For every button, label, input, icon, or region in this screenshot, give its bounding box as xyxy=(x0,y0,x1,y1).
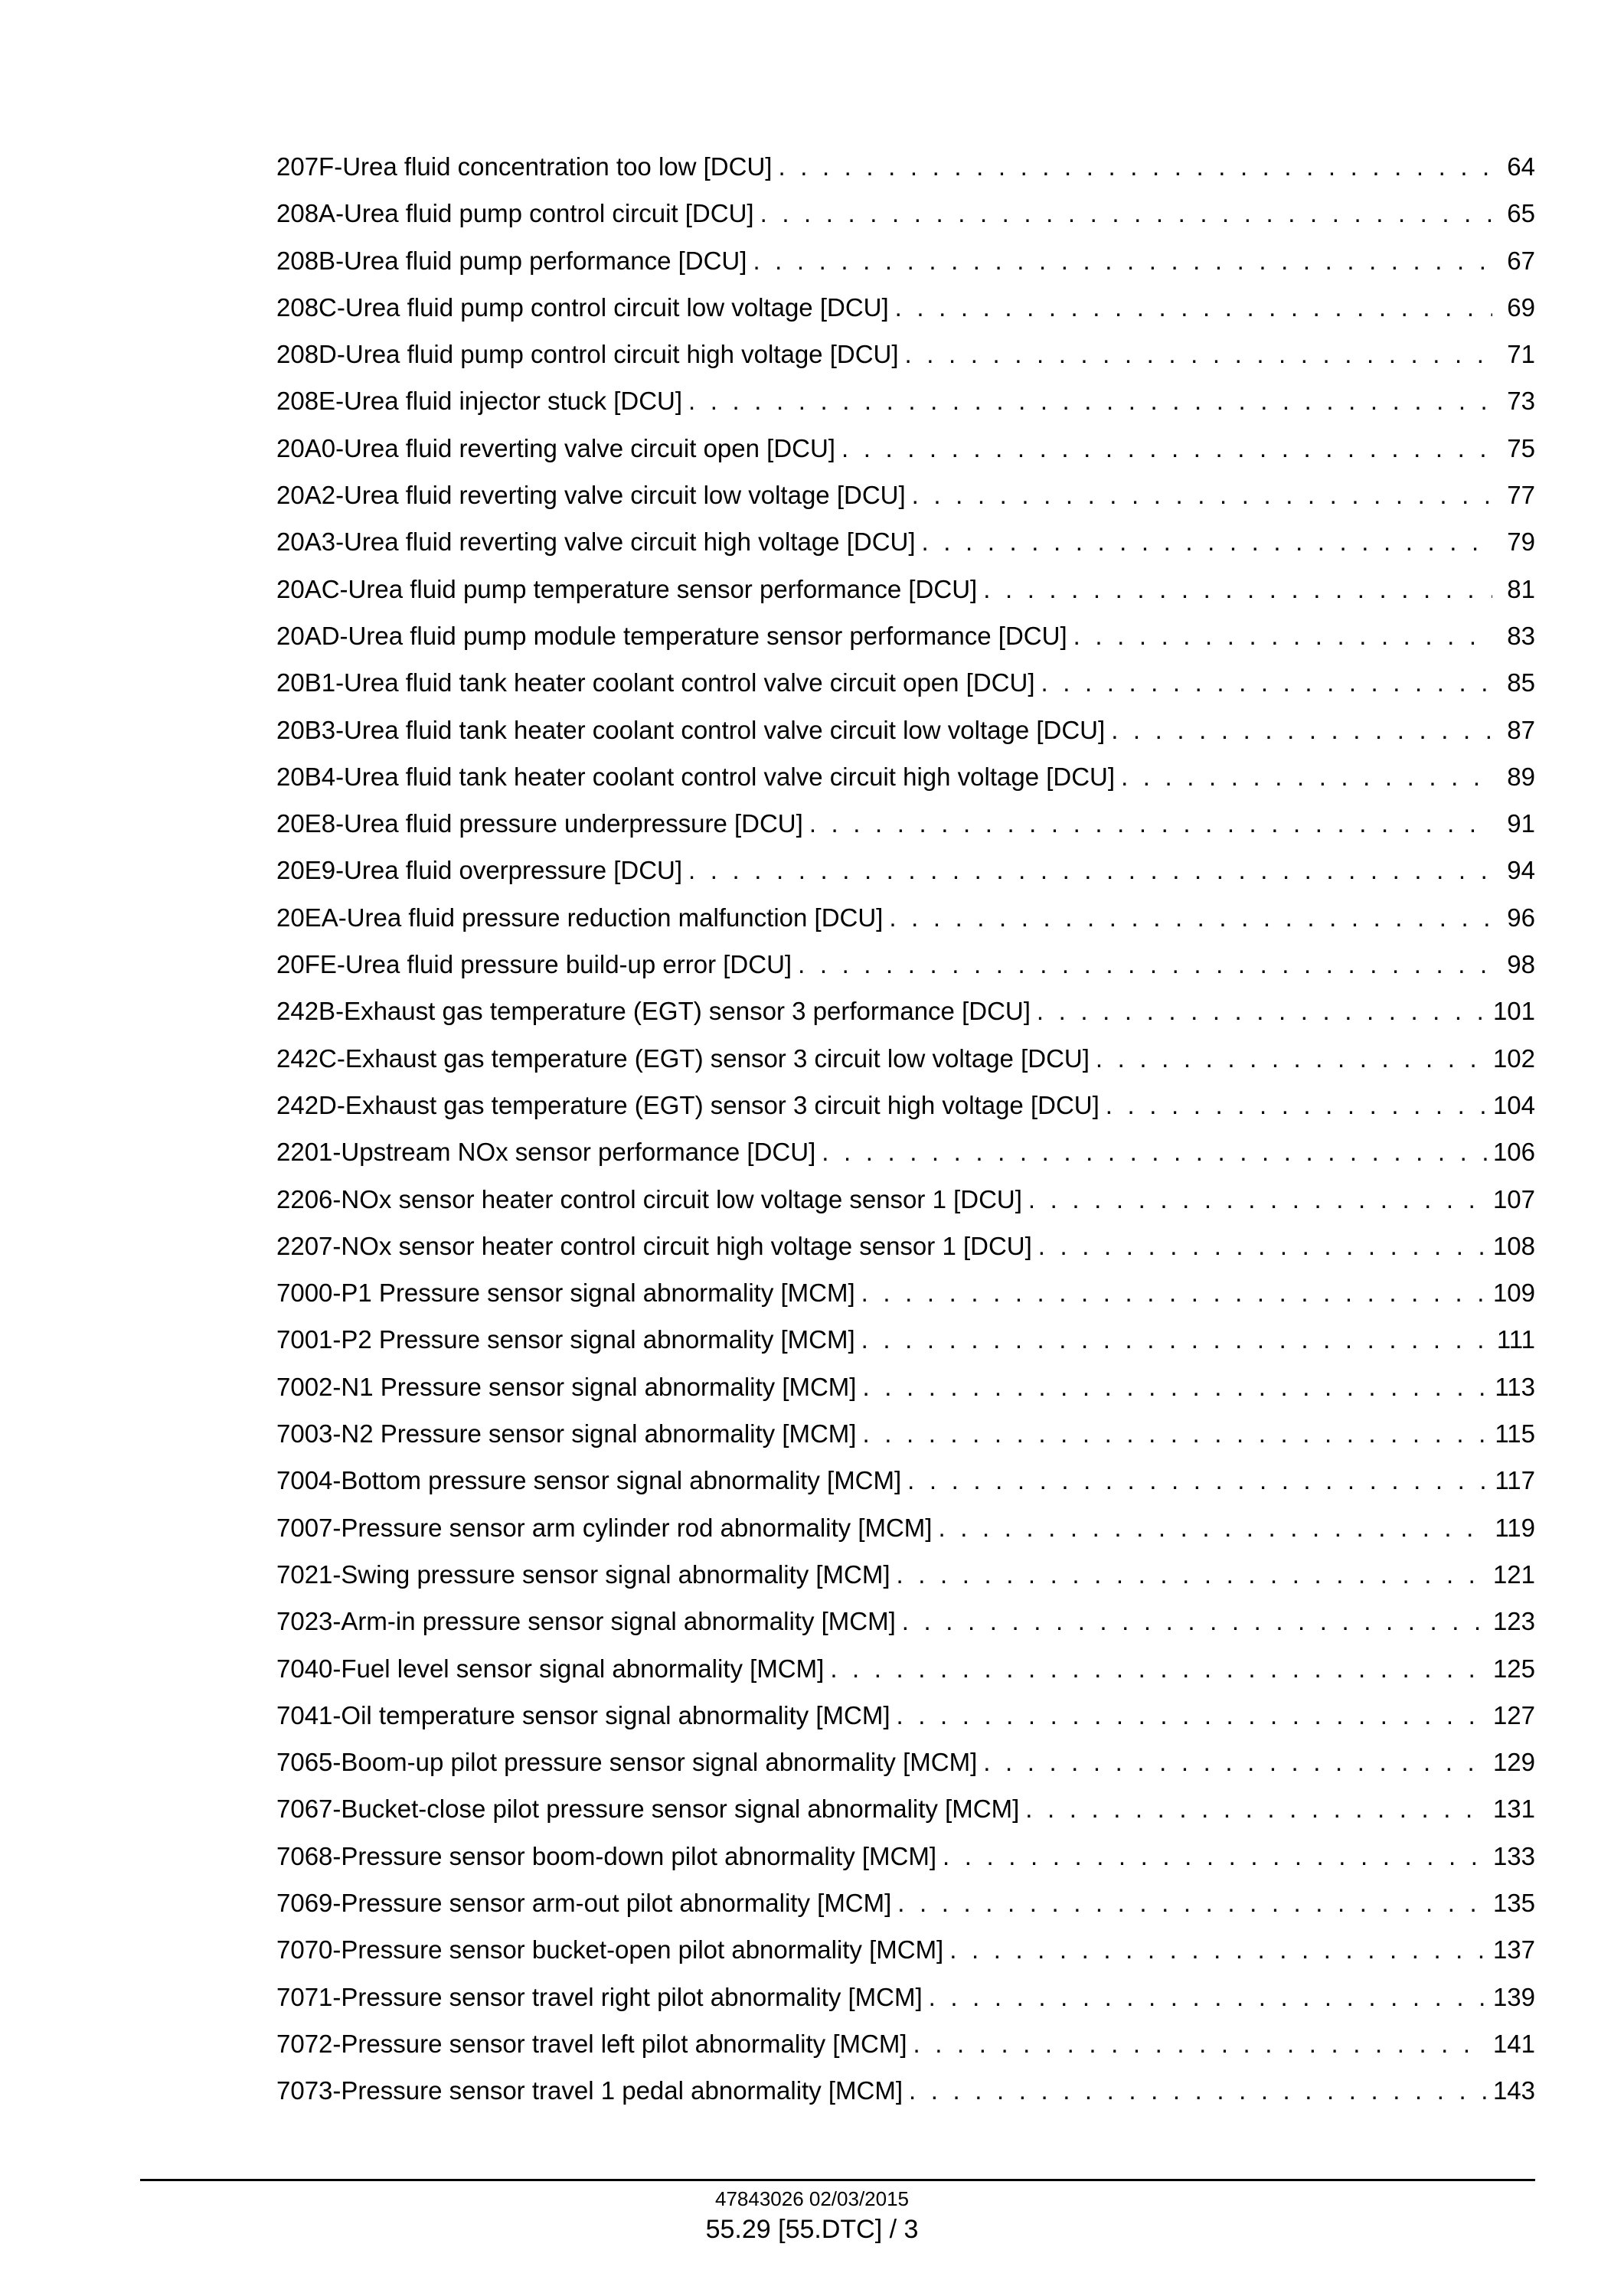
toc-entry[interactable] xyxy=(276,901,1535,948)
dot-leader xyxy=(983,573,1492,606)
dot-leader xyxy=(907,1464,1488,1497)
toc-entry-title: 20EA-Urea fluid pressure reduction malfunction [DCU] xyxy=(276,903,884,932)
toc-entry-page-number: 108 xyxy=(1492,1231,1535,1260)
toc-entry-title: 207F-Urea fluid concentration too low [DCU] xyxy=(276,152,773,181)
dot-leader xyxy=(809,807,1492,841)
dot-leader xyxy=(1025,1792,1487,1826)
dot-leader xyxy=(1096,1042,1487,1076)
toc-entry-page-number: 141 xyxy=(1492,2029,1535,2058)
dot-leader xyxy=(938,1511,1488,1545)
dot-leader xyxy=(949,1933,1487,1967)
toc-entry-page-number: 125 xyxy=(1492,1654,1535,1683)
toc-entry[interactable] xyxy=(276,1042,1535,1089)
toc-entry-title: 7040-Fuel level sensor signal abnormality [MCM] xyxy=(276,1654,825,1683)
toc-entry-page-number: 91 xyxy=(1507,809,1535,838)
toc-entry-page-number: 121 xyxy=(1492,1560,1535,1589)
toc-entry[interactable] xyxy=(276,1886,1535,1933)
toc-entry[interactable] xyxy=(276,1089,1535,1135)
toc-entry-title: 7041-Oil temperature sensor signal abnormality [MCM] xyxy=(276,1700,890,1729)
toc-entry-title: 7001-P2 Pressure sensor signal abnormality [MCM] xyxy=(276,1325,855,1354)
toc-entry-page-number: 64 xyxy=(1507,152,1535,181)
dot-leader xyxy=(909,2074,1487,2108)
toc-entry-page-number: 79 xyxy=(1507,527,1535,557)
toc-entry[interactable] xyxy=(276,244,1535,291)
dot-leader xyxy=(1111,714,1492,747)
dot-leader xyxy=(688,854,1492,887)
toc-entry-title: 20AD-Urea fluid pump module temperature sensor performance [DCU] xyxy=(276,621,1067,650)
toc-entry[interactable] xyxy=(276,432,1535,478)
footer-document-id: 47843026 02/03/2015 xyxy=(714,2187,910,2210)
toc-entry-page-number: 69 xyxy=(1507,292,1535,322)
toc-entry-page-number: 107 xyxy=(1492,1184,1535,1213)
dot-leader xyxy=(1038,1230,1487,1263)
toc-entry-title: 7007-Pressure sensor arm cylinder rod abnormality [MCM] xyxy=(276,1513,933,1542)
dot-leader xyxy=(897,1558,1487,1592)
toc-entry-page-number: 119 xyxy=(1495,1513,1535,1542)
dot-leader xyxy=(1037,994,1487,1028)
toc-entry[interactable] xyxy=(276,525,1535,572)
toc-entry[interactable] xyxy=(276,760,1535,807)
toc-entry-title: 7065-Boom-up pilot pressure sensor signal abnormality [MCM] xyxy=(276,1748,978,1777)
toc-entry-title: 7069-Pressure sensor arm-out pilot abnormality [MCM] xyxy=(276,1888,892,1917)
toc-entry[interactable] xyxy=(276,384,1535,431)
toc-entry-title: 7067-Bucket-close pilot pressure sensor signal abnormality [MCM] xyxy=(276,1795,1020,1824)
toc-entry[interactable] xyxy=(276,1370,1535,1417)
toc-entry-page-number: 117 xyxy=(1495,1466,1535,1495)
footer-divider xyxy=(140,2179,1535,2181)
toc-entry-page-number: 73 xyxy=(1507,387,1535,416)
toc-entry[interactable] xyxy=(276,854,1535,900)
toc-entry[interactable] xyxy=(276,338,1535,384)
toc-entry[interactable] xyxy=(276,1981,1535,2027)
toc-entry-title: 7070-Pressure sensor bucket-open pilot abnormality [MCM] xyxy=(276,1935,944,1965)
dot-leader xyxy=(943,1840,1487,1873)
dot-leader xyxy=(1028,1183,1487,1217)
toc-entry-title: 7071-Pressure sensor travel right pilot abnormality [MCM] xyxy=(276,1982,923,2011)
toc-entry-title: 208C-Urea fluid pump control circuit low voltage [DCU] xyxy=(276,292,889,322)
dot-leader xyxy=(905,338,1492,371)
toc-entry-page-number: 87 xyxy=(1507,715,1535,744)
toc-entry-title: 242C-Exhaust gas temperature (EGT) sensor 3 circuit low voltage [DCU] xyxy=(276,1043,1090,1073)
toc-entry[interactable] xyxy=(276,1323,1535,1370)
toc-entry-title: 20FE-Urea fluid pressure build-up error [DCU] xyxy=(276,950,792,979)
toc-entry-page-number: 75 xyxy=(1507,433,1535,462)
toc-entry-page-number: 129 xyxy=(1492,1748,1535,1777)
toc-entry-title: 7000-P1 Pressure sensor signal abnormality [MCM] xyxy=(276,1279,855,1308)
toc-entry-title: 20B3-Urea fluid tank heater coolant control valve circuit low voltage [DCU] xyxy=(276,715,1106,744)
toc-entry-title: 208B-Urea fluid pump performance [DCU] xyxy=(276,246,747,275)
dot-leader xyxy=(841,432,1492,465)
toc-entry-title: 20B4-Urea fluid tank heater coolant control valve circuit high voltage [DCU] xyxy=(276,762,1116,791)
toc-entry-page-number: 143 xyxy=(1492,2076,1535,2105)
toc-entry-page-number: 101 xyxy=(1492,997,1535,1026)
dot-leader xyxy=(688,384,1492,418)
toc-entry[interactable] xyxy=(276,666,1535,713)
toc-entry-title: 2206-NOx sensor heater control circuit low voltage sensor 1 [DCU] xyxy=(276,1184,1022,1213)
dot-leader xyxy=(830,1652,1487,1686)
toc-entry-page-number: 71 xyxy=(1507,340,1535,369)
toc-entry-title: 7021-Swing pressure sensor signal abnormality [MCM] xyxy=(276,1560,890,1589)
toc-entry-page-number: 111 xyxy=(1496,1325,1535,1354)
toc-entry-title: 2201-Upstream NOx sensor performance [DCU] xyxy=(276,1138,816,1167)
toc-entry-page-number: 137 xyxy=(1492,1935,1535,1965)
toc-entry-page-number: 115 xyxy=(1495,1419,1535,1448)
dot-leader xyxy=(760,197,1492,230)
toc-entry-page-number: 98 xyxy=(1507,950,1535,979)
dot-leader xyxy=(861,1276,1487,1310)
table-of-contents xyxy=(276,150,1535,2121)
toc-entry-title: 208E-Urea fluid injector stuck [DCU] xyxy=(276,387,683,416)
toc-entry-page-number: 131 xyxy=(1492,1795,1535,1824)
dot-leader xyxy=(862,1370,1488,1404)
toc-entry[interactable] xyxy=(276,1558,1535,1605)
dot-leader xyxy=(897,1699,1487,1733)
toc-entry[interactable] xyxy=(276,1464,1535,1511)
toc-entry-title: 242B-Exhaust gas temperature (EGT) sensor 3 performance [DCU] xyxy=(276,997,1031,1026)
toc-entry[interactable] xyxy=(276,1652,1535,1699)
toc-entry-page-number: 102 xyxy=(1492,1043,1535,1073)
toc-entry-page-number: 135 xyxy=(1492,1888,1535,1917)
dot-leader xyxy=(1041,666,1493,700)
footer-page-reference: 55.29 [55.DTC] / 3 xyxy=(705,2215,919,2244)
toc-entry[interactable] xyxy=(276,1230,1535,1276)
toc-entry-title: 2207-NOx sensor heater control circuit high voltage sensor 1 [DCU] xyxy=(276,1231,1032,1260)
toc-entry[interactable] xyxy=(276,2074,1535,2121)
dot-leader xyxy=(861,1323,1491,1357)
toc-entry[interactable] xyxy=(276,1605,1535,1651)
dot-leader xyxy=(902,1605,1487,1638)
dot-leader xyxy=(1073,619,1492,653)
toc-entry-title: 7023-Arm-in pressure sensor signal abnormality [MCM] xyxy=(276,1607,896,1636)
toc-entry-title: 20E8-Urea fluid pressure underpressure [DCU] xyxy=(276,809,803,838)
toc-entry[interactable] xyxy=(276,197,1535,243)
toc-entry-page-number: 67 xyxy=(1507,246,1535,275)
dot-leader xyxy=(922,525,1492,559)
toc-entry-title: 20A3-Urea fluid reverting valve circuit high voltage [DCU] xyxy=(276,527,916,557)
toc-entry-title: 208A-Urea fluid pump control circuit [DCU] xyxy=(276,199,754,228)
toc-entry[interactable] xyxy=(276,619,1535,666)
toc-entry-title: 208D-Urea fluid pump control circuit high voltage [DCU] xyxy=(276,340,899,369)
dot-leader xyxy=(822,1135,1487,1169)
toc-entry-page-number: 109 xyxy=(1492,1279,1535,1308)
toc-entry-title: 7073-Pressure sensor travel 1 pedal abnormality [MCM] xyxy=(276,2076,903,2105)
toc-entry[interactable] xyxy=(276,948,1535,994)
toc-entry[interactable] xyxy=(276,2027,1535,2074)
toc-entry[interactable] xyxy=(276,994,1535,1041)
toc-entry-title: 7072-Pressure sensor travel left pilot abnormality [MCM] xyxy=(276,2029,907,2058)
toc-entry-title: 20B1-Urea fluid tank heater coolant control valve circuit open [DCU] xyxy=(276,668,1035,697)
dot-leader xyxy=(753,244,1492,278)
toc-entry-page-number: 106 xyxy=(1492,1138,1535,1167)
toc-entry-title: 242D-Exhaust gas temperature (EGT) sensor 3 circuit high voltage [DCU] xyxy=(276,1090,1100,1119)
dot-leader xyxy=(1106,1089,1487,1122)
toc-entry-page-number: 127 xyxy=(1492,1700,1535,1729)
toc-entry[interactable] xyxy=(276,1183,1535,1230)
toc-entry-page-number: 133 xyxy=(1492,1841,1535,1870)
toc-entry-page-number: 139 xyxy=(1492,1982,1535,2011)
dot-leader xyxy=(1121,760,1492,794)
toc-entry-page-number: 104 xyxy=(1492,1090,1535,1119)
toc-entry-title: 7003-N2 Pressure sensor signal abnormality [MCM] xyxy=(276,1419,857,1448)
toc-entry-page-number: 89 xyxy=(1507,762,1535,791)
toc-entry[interactable] xyxy=(276,1699,1535,1746)
toc-entry-page-number: 81 xyxy=(1507,574,1535,603)
toc-entry-page-number: 123 xyxy=(1492,1607,1535,1636)
toc-entry[interactable] xyxy=(276,1511,1535,1558)
dot-leader xyxy=(913,2027,1487,2061)
dot-leader xyxy=(912,478,1492,512)
toc-entry-title: 7004-Bottom pressure sensor signal abnormality [MCM] xyxy=(276,1466,902,1495)
toc-entry[interactable] xyxy=(276,478,1535,525)
toc-entry-title: 7002-N1 Pressure sensor signal abnormality [MCM] xyxy=(276,1372,857,1401)
dot-leader xyxy=(897,1886,1487,1920)
toc-entry-title: 20AC-Urea fluid pump temperature sensor performance [DCU] xyxy=(276,574,978,603)
toc-entry[interactable] xyxy=(276,714,1535,760)
toc-entry[interactable] xyxy=(276,1276,1535,1323)
toc-entry[interactable] xyxy=(276,1792,1535,1839)
toc-entry-title: 7068-Pressure sensor boom-down pilot abnormality [MCM] xyxy=(276,1841,937,1870)
dot-leader xyxy=(895,291,1492,325)
dot-leader xyxy=(862,1417,1488,1451)
toc-entry-page-number: 83 xyxy=(1507,621,1535,650)
toc-entry-page-number: 96 xyxy=(1507,903,1535,932)
toc-entry[interactable] xyxy=(276,1417,1535,1464)
toc-entry-page-number: 113 xyxy=(1495,1372,1535,1401)
toc-entry[interactable] xyxy=(276,807,1535,854)
toc-entry[interactable] xyxy=(276,1933,1535,1980)
toc-entry[interactable] xyxy=(276,573,1535,619)
toc-entry[interactable] xyxy=(276,1135,1535,1182)
toc-entry-page-number: 94 xyxy=(1507,856,1535,885)
toc-entry-title: 20A2-Urea fluid reverting valve circuit low voltage [DCU] xyxy=(276,481,906,510)
toc-entry[interactable] xyxy=(276,1746,1535,1792)
toc-entry[interactable] xyxy=(276,1840,1535,1886)
dot-leader xyxy=(778,150,1492,184)
toc-entry[interactable] xyxy=(276,150,1535,197)
dot-leader xyxy=(798,948,1492,981)
toc-entry-page-number: 65 xyxy=(1507,199,1535,228)
toc-entry-page-number: 85 xyxy=(1507,668,1535,697)
toc-entry[interactable] xyxy=(276,291,1535,338)
toc-entry-title: 20A0-Urea fluid reverting valve circuit open [DCU] xyxy=(276,433,835,462)
toc-entry-page-number: 77 xyxy=(1507,481,1535,510)
dot-leader xyxy=(889,901,1492,935)
dot-leader xyxy=(929,1981,1487,2014)
dot-leader xyxy=(983,1746,1487,1779)
toc-entry-title: 20E9-Urea fluid overpressure [DCU] xyxy=(276,856,683,885)
